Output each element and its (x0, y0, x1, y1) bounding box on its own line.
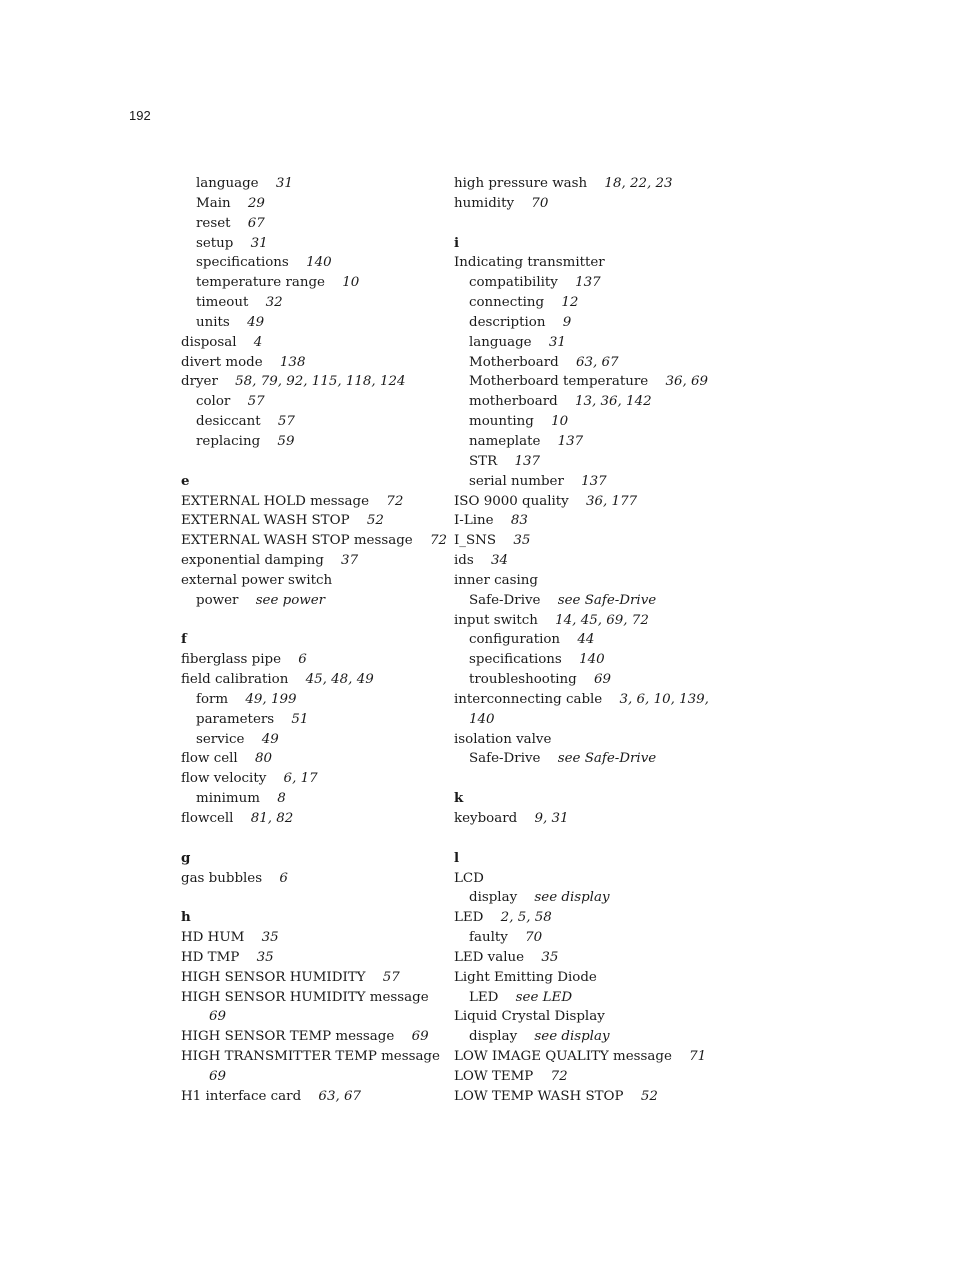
index-page-refs: 14, 45, 69, 72 (555, 612, 649, 628)
index-entry (181, 869, 443, 889)
index-page-refs: 80 (254, 751, 273, 767)
index-page-refs: 35 (256, 949, 274, 965)
index-subentry (454, 432, 716, 452)
index-page-refs: 49, 199 (245, 691, 297, 707)
index-entry (181, 1087, 443, 1107)
index-entry (454, 908, 716, 928)
index-term: input switch (454, 612, 538, 628)
index-page-refs: 32 (265, 295, 283, 311)
index-subentry (454, 749, 716, 769)
index-section-letter: k (454, 790, 464, 807)
index-subentry (454, 353, 716, 373)
index-subentry (454, 273, 716, 293)
index-entry (454, 1047, 716, 1067)
index-page-refs: 29 (247, 195, 265, 211)
index-term: interconnecting cable (454, 691, 603, 707)
index-page-refs: 67 (247, 215, 265, 231)
index-column-left (181, 174, 448, 1107)
index-term: field calibration (181, 672, 289, 688)
index-page-refs: 138 (279, 354, 306, 370)
index-page-refs: 35 (261, 930, 279, 946)
index-entry (181, 670, 443, 690)
index-term: high pressure wash (454, 176, 588, 191)
index-term: exponential damping (181, 553, 324, 569)
index-term: Main (196, 195, 231, 211)
index-subentry (454, 670, 716, 690)
index-subentry (181, 174, 443, 194)
index-term: EXTERNAL HOLD message (181, 493, 370, 509)
index-term: I_SNS (454, 533, 497, 549)
index-page-refs: 36, 69 (665, 374, 709, 390)
index-page-refs: 49 (247, 314, 265, 330)
index-page-refs: 9 (562, 314, 572, 330)
index-entry (454, 1007, 716, 1027)
index-page-refs: 69 (209, 1068, 227, 1084)
index-entry (454, 1087, 716, 1107)
index-subentry (454, 630, 716, 650)
index-term: Motherboard (469, 354, 559, 370)
index-term: desiccant (196, 414, 261, 430)
index-entry (454, 968, 716, 988)
index-term: EXTERNAL WASH STOP message (181, 533, 413, 549)
index-page-refs: 140 (306, 255, 332, 271)
index-page-refs: 81, 82 (250, 811, 294, 826)
index-term: HIGH SENSOR TEMP message (181, 1029, 395, 1045)
index-page-refs: 3, 6, 10, 139, 140 (469, 691, 709, 727)
index-term: units (196, 314, 230, 330)
page-number: 192 (129, 108, 151, 123)
index-term: dryer (181, 374, 218, 390)
index-page-refs: 12 (561, 295, 579, 311)
index-term: display (469, 1029, 518, 1045)
index-page-refs: 10 (551, 414, 569, 430)
index-section-letter: g (181, 849, 191, 866)
index-term: LOW TEMP WASH STOP (454, 1088, 624, 1104)
index-term: humidity (454, 195, 515, 211)
index-term: LED value (454, 949, 525, 965)
index-entry (454, 253, 716, 273)
index-page-refs: see display (534, 890, 610, 906)
index-entry (454, 531, 716, 551)
index-term: timeout (196, 295, 249, 311)
index-page-refs: see Safe-Drive (557, 751, 657, 767)
index-page-refs: 57 (277, 414, 295, 430)
index-term: keyboard (454, 811, 518, 826)
index-page-refs: 140 (579, 652, 605, 668)
index-page-refs: 71 (689, 1049, 707, 1065)
index-subentry (181, 234, 443, 254)
index-page-refs: 52 (640, 1088, 658, 1104)
index-entry (454, 611, 716, 631)
index-term: reset (196, 215, 231, 231)
index-subentry (181, 194, 443, 214)
index-page-refs: 31 (250, 235, 268, 251)
index-term: Safe-Drive (469, 592, 541, 608)
index-term: mounting (469, 414, 534, 430)
index-term: faulty (469, 930, 508, 946)
index-page-refs: see display (534, 1029, 610, 1045)
index-page-refs: 31 (548, 334, 566, 350)
index-page-refs: 51 (291, 711, 309, 727)
index-entry (181, 968, 443, 988)
index-term: external power switch (181, 572, 333, 588)
index-subentry (454, 591, 716, 611)
index-subentry (181, 313, 443, 333)
index-term: description (469, 314, 546, 330)
index-term: ISO 9000 quality (454, 493, 569, 509)
index-term: HIGH TRANSMITTER TEMP message (181, 1049, 440, 1065)
index-section-letter: l (454, 849, 460, 866)
index-term: HD TMP (181, 949, 240, 965)
index-subentry (454, 392, 716, 412)
index-term: flowcell (181, 811, 234, 826)
index-spacer (181, 611, 443, 631)
index-term: Safe-Drive (469, 751, 541, 767)
index-term: LOW IMAGE QUALITY message (454, 1049, 672, 1065)
index-term: I-Line (454, 513, 494, 529)
index-entry (454, 571, 716, 591)
index-term: specifications (469, 652, 562, 668)
index-page-refs: 70 (531, 195, 549, 211)
index-term: temperature range (196, 275, 325, 291)
index-term: gas bubbles (181, 870, 263, 886)
index-term: power (196, 592, 239, 608)
index-subentry (181, 789, 443, 809)
index-entry (454, 551, 716, 571)
index-page-refs: 6 (298, 652, 307, 668)
index-page-refs: 52 (366, 513, 384, 529)
index-page-refs: 70 (525, 930, 543, 946)
index-page-refs: 59 (277, 433, 295, 449)
index-page-refs: 72 (550, 1068, 568, 1084)
index-page-refs: 31 (275, 176, 293, 191)
index-subentry (181, 392, 443, 412)
index-page-refs: 72 (386, 493, 404, 509)
index-term: compatibility (469, 275, 558, 291)
index-entry (181, 769, 443, 789)
index-term: serial number (469, 473, 564, 489)
index-page-refs: 72 (429, 533, 448, 549)
index-subentry (181, 730, 443, 750)
index-term: setup (196, 235, 234, 251)
index-subentry (181, 214, 443, 234)
index-subentry (181, 412, 443, 432)
index-spacer (181, 888, 443, 908)
index-entry (181, 1027, 443, 1047)
index-entry (454, 948, 716, 968)
index-page-refs: 34 (491, 553, 509, 569)
index-term: form (196, 691, 229, 707)
index-page-refs: 36, 177 (586, 493, 638, 509)
index-page-refs: 37 (341, 553, 359, 569)
index-entry (181, 809, 443, 829)
index-page-refs: 63, 67 (575, 354, 619, 370)
index-page-refs: 35 (513, 533, 531, 549)
index-entry (181, 353, 443, 373)
index-term: configuration (469, 632, 561, 648)
index-column-right (454, 174, 716, 1107)
index-term: color (196, 394, 231, 410)
index-entry (454, 869, 716, 889)
index-term: disposal (181, 334, 237, 350)
index-entry (181, 1047, 443, 1087)
index-spacer (181, 452, 443, 472)
index-entry (454, 1067, 716, 1087)
index-page-refs: 18, 22, 23 (604, 176, 673, 191)
index-spacer (454, 829, 716, 849)
index-entry (454, 730, 716, 750)
index-subentry (454, 452, 716, 472)
index-spacer (454, 769, 716, 789)
index-term: language (469, 334, 532, 350)
index-entry (181, 749, 443, 769)
index-section-letter: i (454, 234, 460, 251)
index-entry (181, 988, 443, 1028)
index-page-refs: 57 (247, 394, 265, 410)
index-section-letter: f (181, 631, 187, 648)
index-term: fiberglass pipe (181, 652, 282, 668)
index-subentry (181, 710, 443, 730)
index-page-refs: 49 (261, 731, 279, 747)
index-page-refs: see Safe-Drive (557, 592, 657, 608)
index-subentry (181, 591, 443, 611)
index-entry (454, 690, 716, 730)
index-page-refs: 8 (277, 791, 286, 807)
index-term: language (196, 176, 259, 191)
index-subentry (454, 928, 716, 948)
index-term: flow velocity (181, 771, 267, 787)
index-entry (454, 174, 716, 194)
index-entry (454, 511, 716, 531)
index-subentry (181, 253, 443, 273)
index-term: motherboard (469, 394, 558, 410)
index-subentry (181, 690, 443, 710)
index-entry (181, 948, 443, 968)
index-page-refs: 137 (514, 453, 541, 469)
index-term: Light Emitting Diode (454, 969, 597, 985)
index-page-refs: 44 (577, 632, 595, 648)
index-page-refs: 57 (382, 969, 400, 985)
index-term: LED (454, 910, 484, 926)
index-term: display (469, 890, 518, 906)
index-subentry (454, 293, 716, 313)
index-term: LOW TEMP (454, 1068, 534, 1084)
index-term: Indicating transmitter (454, 255, 605, 271)
index-page-refs: 83 (510, 513, 528, 529)
index-page-refs: 137 (581, 473, 607, 489)
index-entry (454, 492, 716, 512)
index-subentry (181, 273, 443, 293)
index-entry (181, 928, 443, 948)
index-term: LED (469, 989, 499, 1005)
index-page-refs: 69 (209, 1009, 227, 1025)
index-page-refs: see LED (515, 989, 573, 1005)
index-entry (181, 531, 448, 551)
index-page-refs: 63, 67 (318, 1088, 362, 1104)
index-section-letter: h (181, 909, 191, 926)
index-subentry (181, 432, 443, 452)
index-term: specifications (196, 255, 289, 271)
index-subentry (454, 888, 716, 908)
index-term: service (196, 731, 245, 747)
index-term: isolation valve (454, 731, 552, 747)
index-entry (181, 650, 443, 670)
index-subentry (454, 372, 716, 392)
index-subentry (181, 293, 443, 313)
index-term: replacing (196, 433, 261, 449)
index-entry (181, 551, 443, 571)
index-term: minimum (196, 791, 260, 807)
index-entry (454, 809, 716, 829)
index-term: ids (454, 553, 474, 569)
index-subentry (454, 650, 716, 670)
index-subentry (454, 472, 716, 492)
index-subentry (454, 1027, 716, 1047)
index-page-refs: 137 (557, 433, 584, 449)
index-spacer (181, 829, 443, 849)
index-subentry (454, 412, 716, 432)
index-section-letter: e (181, 472, 190, 489)
index-page-refs: 4 (253, 334, 263, 350)
index-subentry (454, 988, 716, 1008)
index-term: H1 interface card (181, 1088, 302, 1104)
index-term: STR (469, 453, 498, 469)
index-page-refs: 69 (411, 1029, 429, 1045)
index-term: HIGH SENSOR HUMIDITY (181, 969, 366, 985)
index-page-refs: 6 (279, 870, 288, 886)
index-page-refs: 10 (342, 275, 360, 291)
index-entry (181, 333, 443, 353)
index-term: HIGH SENSOR HUMIDITY message (181, 989, 429, 1005)
index-term: nameplate (469, 433, 541, 449)
index-term: LCD (454, 870, 484, 886)
index-term: Motherboard temperature (469, 374, 649, 390)
index-entry (454, 194, 716, 214)
index-term: EXTERNAL WASH STOP (181, 513, 350, 529)
index-subentry (454, 333, 716, 353)
index-term: divert mode (181, 354, 263, 370)
index-page-refs: 2, 5, 58 (500, 910, 552, 926)
index-term: HD HUM (181, 930, 245, 946)
index-term: troubleshooting (469, 672, 577, 688)
index-page-refs: 45, 48, 49 (305, 672, 374, 688)
index-term: inner casing (454, 572, 538, 588)
index-page-refs: 6, 17 (283, 771, 318, 787)
index-term: connecting (469, 295, 545, 311)
index-spacer (454, 214, 716, 234)
index-entry (181, 492, 443, 512)
index-term: parameters (196, 711, 275, 727)
index-entry (181, 571, 443, 591)
index-page-refs: 58, 79, 92, 115, 118, 124 (235, 374, 406, 390)
index-entry (181, 372, 443, 392)
index-entry (181, 511, 443, 531)
index-term: flow cell (181, 751, 238, 767)
index-page-refs: 9, 31 (534, 811, 569, 826)
index-page-refs: 137 (575, 275, 601, 291)
index-subentry (454, 313, 716, 333)
index-page-refs: 69 (594, 672, 612, 688)
index-page-refs: see power (255, 592, 326, 608)
index-term: Liquid Crystal Display (454, 1009, 605, 1025)
index-page-refs: 35 (541, 949, 559, 965)
index-page-refs: 13, 36, 142 (574, 394, 652, 410)
